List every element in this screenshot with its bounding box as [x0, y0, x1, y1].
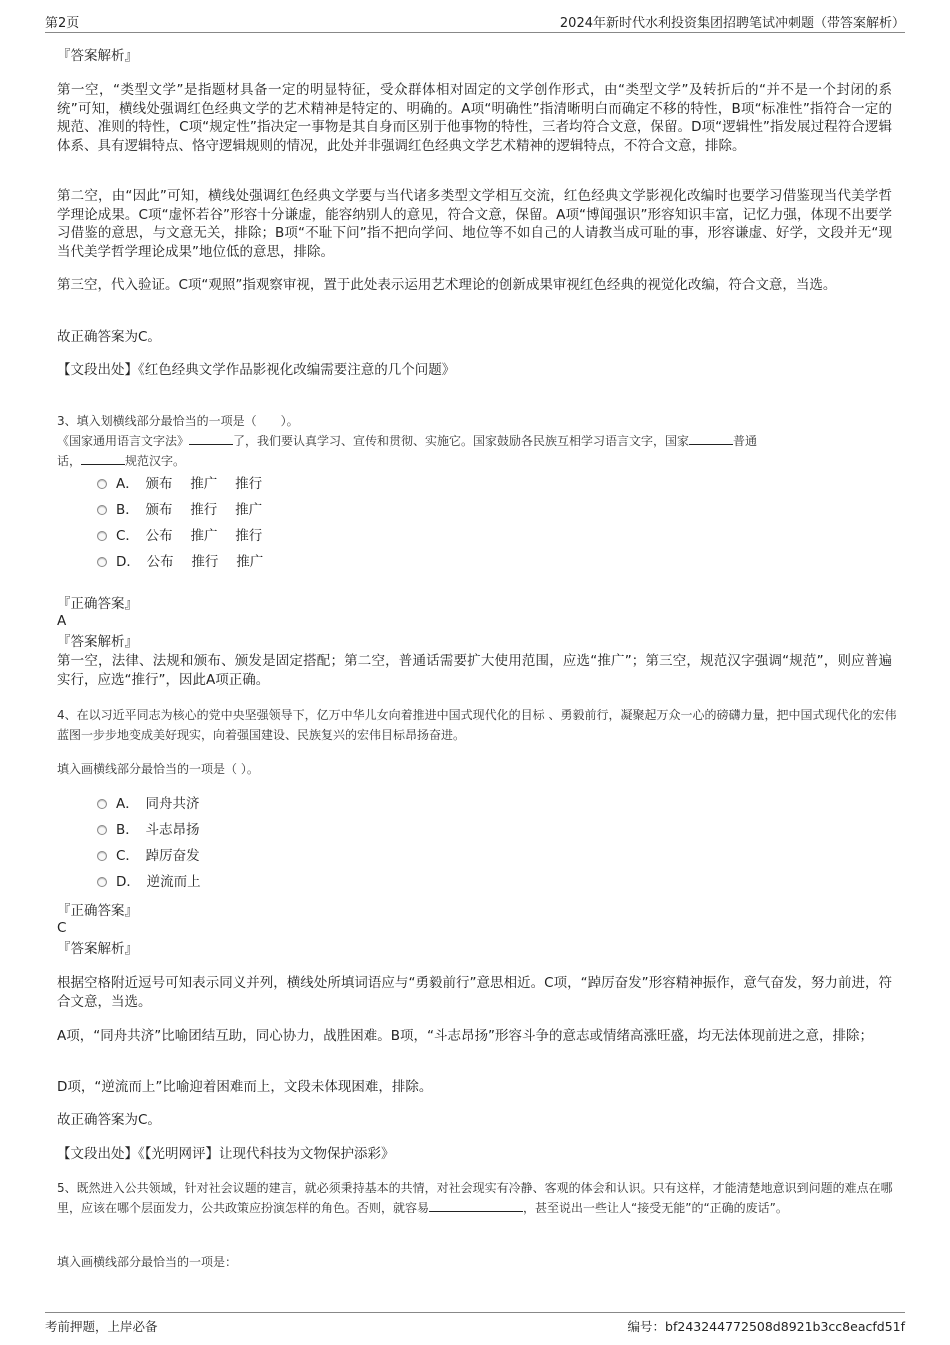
option-label: B． 颁布 推行 推广 [116, 502, 263, 518]
q3-analysis-label: 『答案解析』 [57, 634, 138, 650]
q3-option-d[interactable] [97, 553, 263, 571]
q3-option-c[interactable] [97, 527, 262, 545]
q3-passage-part: 了，我们要认真学习、宣传和贯彻、实施它。国家鼓励各民族互相学习语言文字，国家 [233, 434, 690, 448]
q4-option-d[interactable] [97, 873, 201, 891]
q5-stem-part: 5、既然进入公共领域，针对社会议题的建言，就必须秉持基本的共情，对社会现实有冷静、客观的体会和认识。只有这样，才能清楚地意识到问题的难点在哪里，应该在哪个层面发力，公共政策应扮演怎样的角色。否则，就容易 [57, 1181, 893, 1215]
footer-slogan: 考前押题，上岸必备 [45, 1319, 158, 1334]
q4-source-citation: 【文段出处】《【光明网评】让现代科技为文物保护添彩》 [57, 1146, 395, 1162]
radio-icon[interactable] [97, 505, 107, 515]
radio-icon[interactable] [97, 531, 107, 541]
q4-answer-label: 『正确答案』 [57, 903, 138, 919]
analysis-paragraph-2: 第二空，由“因此”可知，横线处强调红色经典文学要与当代诸多类型文学相互交流，红色经典文学影视化改编时也要学习借鉴现当代美学哲学理论成果。C项“虚怀若谷”形容十分谦虚，能容纳别人的意见，符合文意，保留。A项“博闻强识”形容知识丰富，记忆力强，体现不出要学习借鉴的意思，与文意无关，排除；B项“不耻下问”指不把向学问、地位等不如自己的人请教当成可耻的事，形容谦虚、好学，文段并无“现当代美学哲学理论成果”地位低的意思，排除。 [57, 188, 892, 260]
page-header [45, 12, 905, 33]
option-label: C． 公布 推广 推行 [116, 528, 263, 544]
q4-prompt: 填入画横线部分最恰当的一项是（ ）。 [57, 762, 259, 776]
analysis-label: 『答案解析』 [57, 48, 138, 64]
radio-icon[interactable] [97, 851, 107, 861]
option-label: D． 逆流而上 [116, 874, 201, 890]
source-citation: 【文段出处】《红色经典文学作品影视化改编需要注意的几个问题》 [57, 362, 456, 378]
blank-line [689, 432, 733, 445]
q3-option-a[interactable] [97, 475, 262, 493]
page-footer [45, 1312, 905, 1335]
blank-line [189, 432, 233, 445]
blank-line [81, 452, 125, 465]
option-label: A． 同舟共济 [116, 796, 200, 812]
q3-analysis: 第一空，法律、法规和颁布、颁发是固定搭配；第二空，普通话需要扩大使用范围，应选“推广”；第三空，规范汉字强调“规范”，则应普遍实行，应选“推行”，因此A项正确。 [57, 653, 892, 688]
q4-option-c[interactable] [97, 847, 200, 865]
q4-analysis-paragraph-1: 根据空格附近逗号可知表示同义并列，横线处所填词语应与“勇毅前行”意思相近。C项，“踔厉奋发”形容精神振作，意气奋发，努力前进，符合文意，当选。 [57, 975, 892, 1010]
option-label: D． 公布 推行 推广 [116, 554, 264, 570]
q3-passage-part: 规范汉字。 [125, 453, 186, 468]
q3-passage [57, 432, 897, 471]
analysis-paragraph-3: 第三空，代入验证。C项“观照”指观察审视，置于此处表示运用艺术理论的创新成果审视红色经典的视觉化改编，符合文意，当选。 [57, 277, 837, 293]
blank-line [429, 1199, 523, 1212]
q4-option-a[interactable] [97, 795, 200, 813]
q3-passage-part: 普通 [733, 434, 758, 448]
radio-icon[interactable] [97, 877, 107, 887]
radio-icon[interactable] [97, 557, 107, 567]
q3-passage-part: 话， [57, 453, 82, 468]
q4-analysis-paragraph-2: A项，“同舟共济”比喻团结互助，同心协力，战胜困难。B项，“斗志昂扬”形容斗争的意志或情绪高涨旺盛，均无法体现前进之意，排除； [57, 1028, 873, 1044]
q5-stem-part: ，甚至说出一些让人“接受无能”的“正确的废话”。 [523, 1200, 788, 1215]
q4-stem: 4、在以习近平同志为核心的党中央坚强领导下，亿万中华儿女向着推进中国式现代化的目标 、勇毅前行，凝聚起万众一心的磅礴力量，把中国式现代化的宏伟蓝图一步步地变成美好现实，向着强国建设、民族复兴的宏伟目标昂扬奋进。 [57, 708, 897, 742]
q3-answer: A [57, 613, 67, 629]
q4-analysis-label: 『答案解析』 [57, 941, 138, 957]
option-label: A． 颁布 推广 推行 [116, 476, 263, 492]
q4-analysis-paragraph-3: D项，“逆流而上”比喻迎着困难而上，文段未体现困难，排除。 [57, 1079, 433, 1095]
q4-answer: C [57, 920, 67, 936]
document-id: 编号：bf243244772508d8921b3cc8eacfd51f [627, 1319, 905, 1334]
answer-conclusion: 故正确答案为C。 [57, 329, 161, 345]
q5-prompt: 填入画横线部分最恰当的一项是： [57, 1255, 238, 1269]
q3-stem: 3、填入划横线部分最恰当的一项是（ ）。 [57, 414, 299, 428]
q3-option-b[interactable] [97, 501, 262, 519]
radio-icon[interactable] [97, 825, 107, 835]
q4-conclusion: 故正确答案为C。 [57, 1112, 161, 1128]
analysis-paragraph-1: 第一空，“类型文学”是指题材具备一定的明显特征，受众群体相对固定的文学创作形式，由“类型文学”及转折后的“并不是一个封闭的系统”可知，横线处强调红色经典文学的艺术精神是特定的、明确的。A项“明确性”指清晰明白而确定不移的特性，B项“标准性”指符合一定的规范、准则的特性，C项“规定性”指决定一事物是其自身而区别于他事物的特性，三者均符合文意，保留。D项“逻辑性”指发展过程符合逻辑体系、具有逻辑特点、恪守逻辑规则的情况，此处并非强调红色经典文学艺术精神的逻辑特点，不符合文意，排除。 [57, 82, 892, 154]
radio-icon[interactable] [97, 799, 107, 809]
q5-stem [57, 1179, 897, 1218]
document-title: 2024年新时代水利投资集团招聘笔试冲刺题（带答案解析） [559, 16, 905, 31]
radio-icon[interactable] [97, 479, 107, 489]
q3-passage-part: 《国家通用语言文字法》 [57, 434, 190, 448]
q4-option-b[interactable] [97, 821, 200, 839]
q3-answer-label: 『正确答案』 [57, 596, 138, 612]
option-label: B． 斗志昂扬 [116, 822, 200, 838]
option-label: C． 踔厉奋发 [116, 848, 200, 864]
page-number: 第2页 [45, 16, 80, 31]
